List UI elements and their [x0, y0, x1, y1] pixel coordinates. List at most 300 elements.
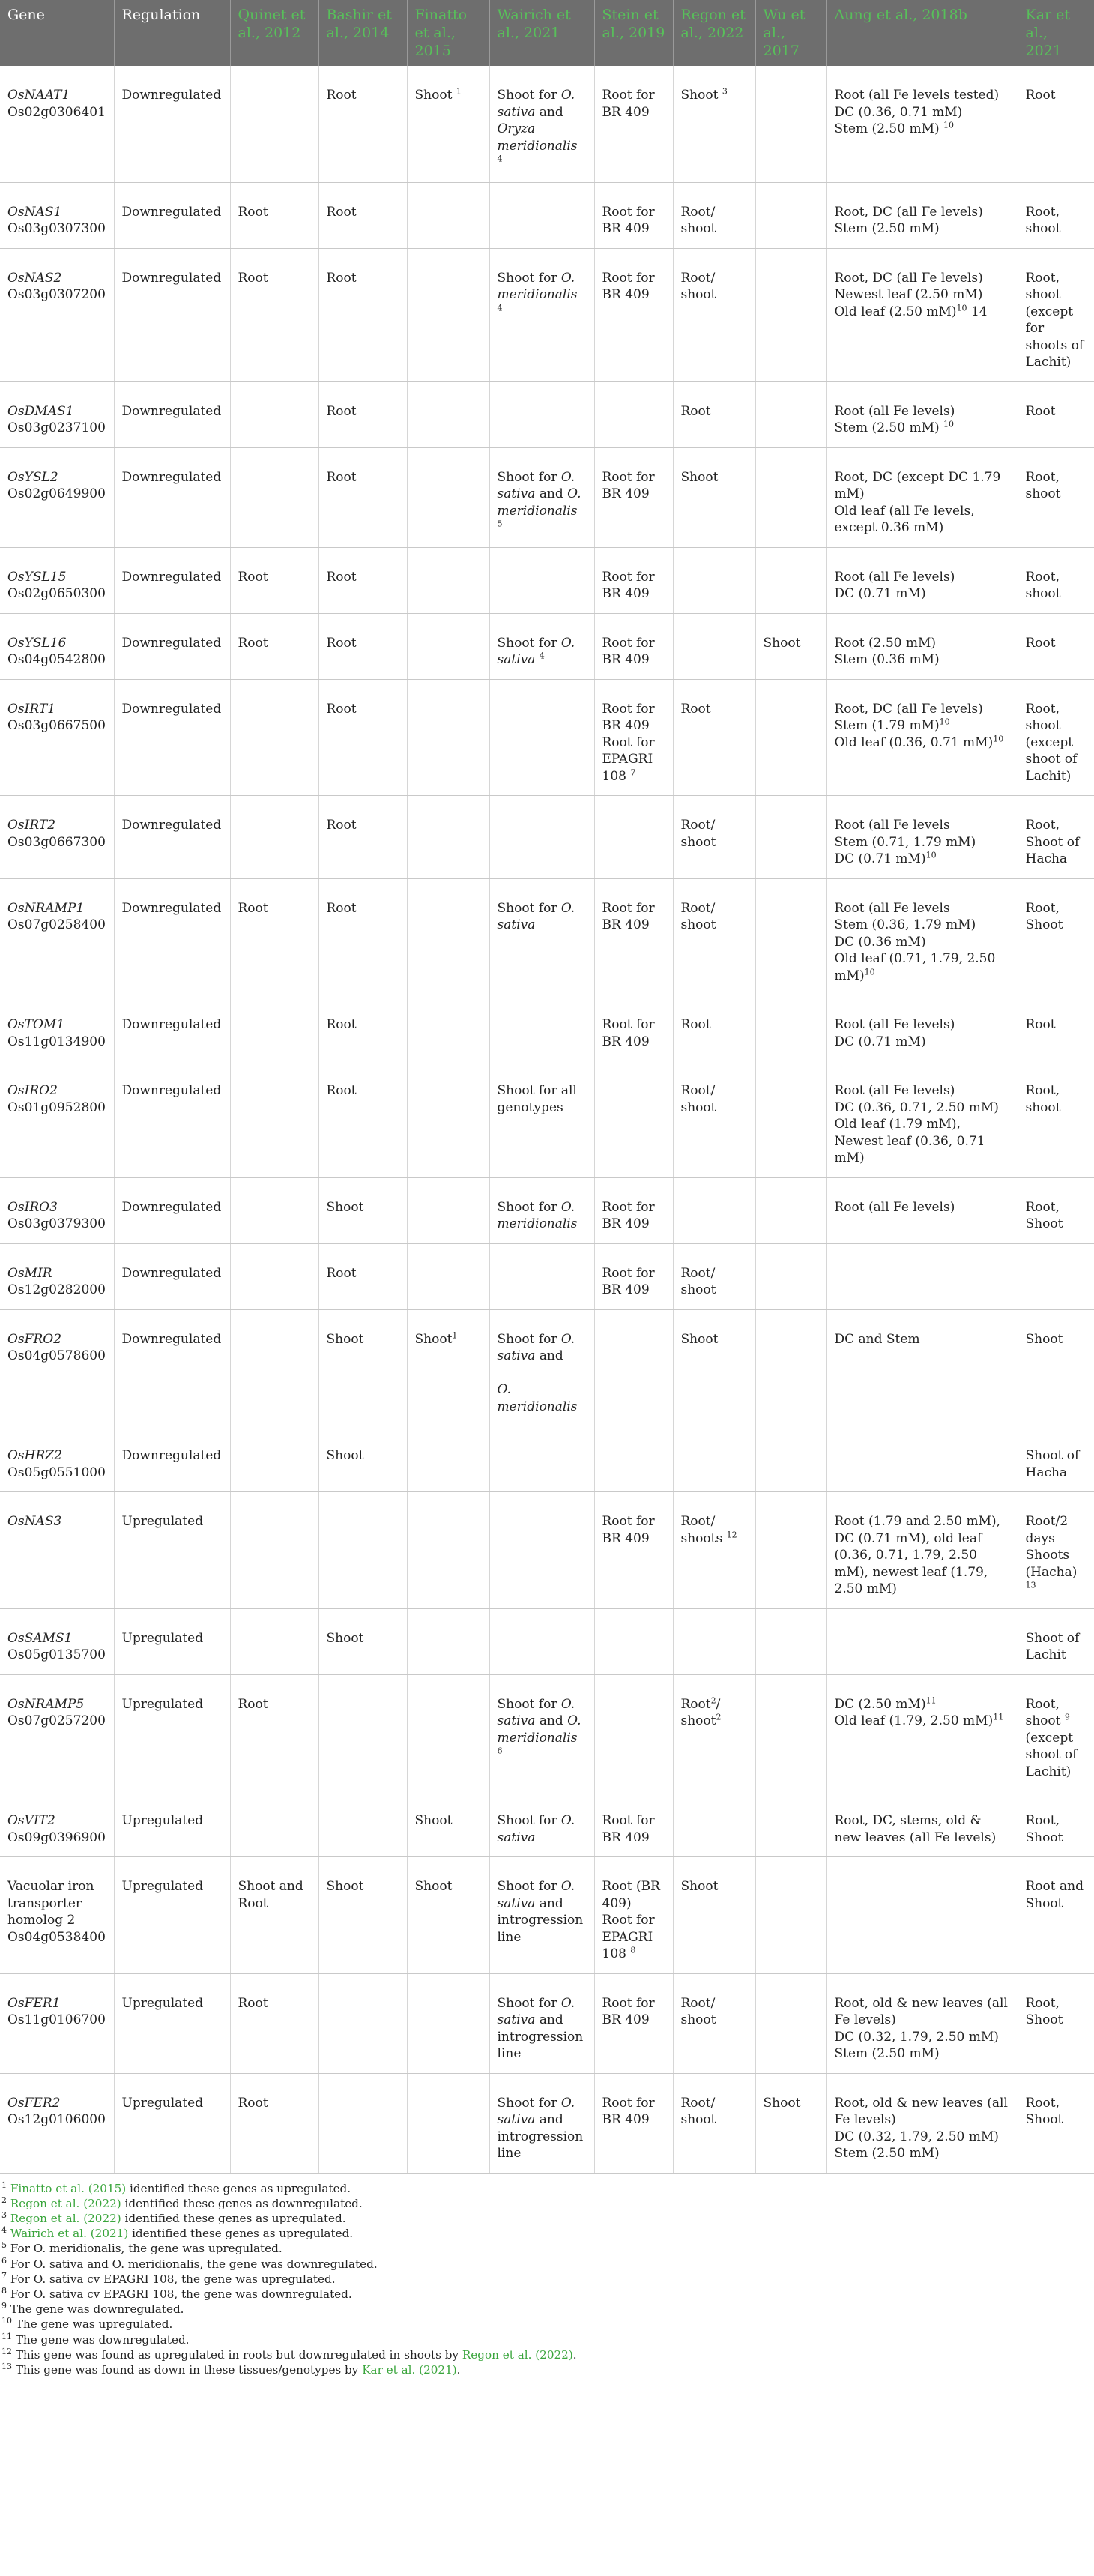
cell-text: Shoot	[1025, 1331, 1063, 1347]
wu-cell	[755, 1857, 826, 1974]
regulation-cell: Upregulated	[114, 1857, 230, 1974]
finatto-cell	[407, 613, 489, 679]
gene-cell	[0, 1674, 114, 1791]
finatto-cell	[407, 1674, 489, 1791]
kar-cell	[1018, 679, 1094, 796]
footnote-mark: 11	[925, 1695, 937, 1705]
aung-cell	[826, 796, 1018, 879]
finatto-cell	[407, 995, 489, 1061]
table-row	[0, 447, 1094, 547]
wu-cell	[755, 1492, 826, 1609]
quinet-cell	[230, 1973, 318, 2073]
cell-text: Shoot for all genotypes	[497, 1083, 577, 1115]
gene-name: OsDMAS1	[7, 403, 74, 419]
cell-text: Shoot	[763, 2095, 801, 2111]
cell-text: Root	[326, 204, 357, 220]
kar-cell	[1018, 1857, 1094, 1974]
footnote: $^4$ Wairich et al. (2021) identified these genes as upregulated.	[1, 2225, 354, 2241]
gene-name: OsIRT2	[7, 818, 56, 833]
gene-locus-id: Os03g0307300	[7, 221, 106, 236]
aung-cell	[826, 995, 1018, 1061]
quinet-cell	[230, 1309, 318, 1426]
gene-cell	[0, 1857, 114, 1974]
footnote-mark: 2	[716, 1712, 722, 1722]
footnote: $^8$ For O. sativa cv EPAGRI 108, the gene was downregulated.	[1, 2285, 352, 2301]
wu-cell	[755, 66, 826, 182]
kar-cell	[1018, 381, 1094, 447]
footnotes	[0, 2174, 1094, 2378]
bashir-cell	[318, 1857, 407, 1974]
regon-cell	[673, 547, 755, 613]
cell-text: Root, old & new leaves (all Fe levels)	[834, 2095, 1008, 2127]
footnote-mark: 10	[993, 733, 1004, 743]
cell-text: Shoot for O. meridionalis	[497, 1199, 578, 1231]
aung-cell	[826, 1492, 1018, 1609]
regon-cell	[673, 66, 755, 182]
footnote-number: 2	[1, 2195, 7, 2205]
wairich-cell	[489, 66, 594, 182]
cell-text: Stem (2.50 mM) $^{10}$	[834, 120, 955, 136]
wu-cell	[755, 1243, 826, 1309]
wu-cell	[755, 547, 826, 613]
bashir-cell	[318, 1061, 407, 1178]
regon-cell	[673, 248, 755, 381]
footnote-mark: 9	[1064, 1712, 1070, 1722]
cell-text: Root for BR 409	[602, 1995, 655, 2027]
gene-locus-id: Os01g0952800	[7, 1100, 106, 1115]
wu-cell	[755, 2073, 826, 2173]
table-row	[0, 248, 1094, 381]
footnote-mark: 2	[710, 1695, 716, 1705]
cell-text	[498, 1381, 587, 1415]
footnote: $^9$ The gene was downregulated.	[1, 2301, 184, 2317]
bashir-cell	[318, 1243, 407, 1309]
aung-cell	[826, 381, 1018, 447]
cell-text: Root (all Fe levels tested)	[834, 88, 1000, 103]
aung-cell	[826, 1309, 1018, 1426]
footnote: $^5$ For O. meridionalis, the gene was upregulated.	[1, 2240, 282, 2256]
cell-text: Root	[326, 88, 357, 103]
bashir-cell	[318, 248, 407, 381]
bashir-cell	[318, 1177, 407, 1243]
table-row	[0, 1857, 1094, 1974]
cell-text: Root	[326, 569, 357, 585]
quinet-cell	[230, 995, 318, 1061]
aung-cell	[826, 547, 1018, 613]
wairich-cell	[489, 679, 594, 796]
kar-cell	[1018, 613, 1094, 679]
bashir-cell	[318, 613, 407, 679]
finatto-cell	[407, 679, 489, 796]
cell-text: Root	[326, 635, 357, 651]
wairich-cell	[489, 1973, 594, 2073]
cell-text: Stem (0.36 mM)	[834, 652, 940, 667]
cell-text: DC (0.36 mM)	[834, 934, 926, 950]
citation-link[interactable]: Kar et al. (2021)	[362, 2362, 457, 2377]
cell-text: Old leaf (0.36, 0.71 mM)$^{10}$	[834, 733, 1004, 750]
aung-cell	[826, 1973, 1018, 2073]
bashir-cell	[318, 1791, 407, 1857]
table-row	[0, 613, 1094, 679]
footnote-number: 3	[1, 2209, 7, 2220]
cell-text: Root, old & new leaves (all Fe levels)	[834, 1995, 1008, 2027]
wairich-cell	[489, 1791, 594, 1857]
regon-cell	[673, 1061, 755, 1178]
cell-text: Shoot of Hacha	[1025, 1448, 1080, 1480]
table-row	[0, 796, 1094, 879]
cell-text: Root (all Fe levels)	[834, 403, 955, 419]
gene-locus-id: Os03g0307200	[7, 287, 106, 302]
cell-text: Root, shoot	[1025, 204, 1061, 236]
finatto-cell	[407, 1492, 489, 1609]
regon-cell	[673, 995, 755, 1061]
quinet-cell	[230, 2073, 318, 2173]
finatto-cell	[407, 1061, 489, 1178]
cell-text: Root for BR 409	[602, 701, 655, 733]
gene-locus-id: Os04g0578600	[7, 1348, 106, 1363]
footnote-mark: 6	[497, 1746, 503, 1756]
cell-text: Old leaf (2.50 mM)$^{10}$ 14	[834, 302, 988, 319]
cell-text: Stem (1.79 mM)$^{10}$	[834, 717, 950, 733]
citation-link[interactable]: Regon et al. (2022)	[10, 2196, 121, 2210]
cell-text: Root/ shoot	[680, 1083, 716, 1115]
wu-cell	[755, 182, 826, 248]
cell-text: Root for BR 409	[602, 635, 655, 667]
footnote-mark: 8	[630, 1945, 636, 1955]
cell-text: Shoot	[414, 1879, 453, 1894]
citation-link[interactable]: Regon et al. (2022)	[10, 2211, 121, 2225]
aung-cell	[826, 66, 1018, 182]
cell-text: Old leaf (0.71, 1.79, 2.50 mM)$^{10}$	[834, 951, 996, 983]
cell-text: Old leaf (1.79 mM),	[834, 1117, 961, 1132]
regulation-cell: Downregulated	[114, 679, 230, 796]
cell-text: Root	[1025, 403, 1056, 419]
bashir-cell	[318, 447, 407, 547]
cell-text: Root for BR 409	[602, 1514, 655, 1546]
table-row	[0, 995, 1094, 1061]
table-row	[0, 1791, 1094, 1857]
cell-text: Root (all Fe levels)	[834, 1199, 955, 1215]
finatto-cell	[407, 1426, 489, 1492]
stein-cell	[594, 447, 673, 547]
quinet-cell	[230, 878, 318, 995]
cell-text: Shoot	[326, 1448, 364, 1463]
stein-cell	[594, 878, 673, 995]
finatto-cell	[407, 1309, 489, 1426]
kar-cell	[1018, 995, 1094, 1061]
footnote-mark: 5	[497, 519, 503, 529]
cell-text: Root	[326, 1265, 357, 1281]
wu-cell	[755, 1791, 826, 1857]
wu-cell	[755, 1177, 826, 1243]
wairich-cell	[489, 248, 594, 381]
gene-locus-id: Os03g0667500	[7, 718, 106, 733]
gene-name: OsYSL15	[7, 569, 67, 585]
wu-cell	[755, 613, 826, 679]
table-row	[0, 1426, 1094, 1492]
gene-name: OsSAMS1	[7, 1630, 73, 1646]
cell-text	[498, 1365, 587, 1382]
column-header: Wu et al., 2017	[755, 0, 826, 66]
stein-cell	[594, 248, 673, 381]
wu-cell	[755, 1608, 826, 1674]
wairich-cell	[489, 1674, 594, 1791]
wairich-cell	[489, 381, 594, 447]
gene-name: OsNAS2	[7, 270, 62, 286]
kar-cell	[1018, 796, 1094, 879]
regulation-cell: Upregulated	[114, 1791, 230, 1857]
column-header: Stein et al., 2019	[594, 0, 673, 66]
gene-name: OsNRAMP5	[7, 1696, 85, 1712]
gene-locus-id: Os04g0538400	[7, 1929, 106, 1945]
gene-locus-id: Os02g0650300	[7, 586, 106, 601]
aung-cell	[826, 248, 1018, 381]
stein-cell	[594, 796, 673, 879]
stein-cell	[594, 381, 673, 447]
stein-cell	[594, 1243, 673, 1309]
italic-text: O. sativa	[497, 635, 575, 667]
kar-cell	[1018, 1309, 1094, 1426]
wairich-cell	[489, 2073, 594, 2173]
gene-locus-id: Os11g0106700	[7, 2012, 106, 2027]
stein-cell	[594, 1309, 673, 1426]
cell-text: Shoot	[326, 1331, 364, 1347]
cell-text: DC (0.71 mM)	[834, 586, 926, 601]
footnote-mark: 3	[722, 86, 728, 97]
wu-cell	[755, 1674, 826, 1791]
footnote-number: 4	[1, 2225, 7, 2236]
bashir-cell	[318, 1309, 407, 1426]
regon-cell	[673, 1857, 755, 1974]
cell-text: Stem (2.50 mM) $^{10}$	[834, 419, 955, 435]
cell-text: Root for BR 409	[602, 469, 655, 501]
cell-text: Root	[326, 1083, 357, 1098]
cell-text: Shoot$^1$	[414, 1330, 458, 1347]
table-row	[0, 381, 1094, 447]
footnote-mark: 4	[497, 302, 503, 313]
regon-cell	[673, 1608, 755, 1674]
gene-cell	[0, 1061, 114, 1178]
quinet-cell	[230, 66, 318, 182]
quinet-cell	[230, 1061, 318, 1178]
bashir-cell	[318, 796, 407, 879]
kar-cell	[1018, 66, 1094, 182]
wu-cell	[755, 447, 826, 547]
finatto-cell	[407, 1973, 489, 2073]
regulation-cell: Downregulated	[114, 182, 230, 248]
cell-text: Root, Shoot	[1025, 2095, 1063, 2127]
finatto-cell	[407, 1608, 489, 1674]
gene-name: OsIRO2	[7, 1083, 58, 1098]
cell-text: DC (0.32, 1.79, 2.50 mM)	[834, 2029, 999, 2045]
gene-name: OsNRAMP1	[7, 900, 85, 916]
regon-cell	[673, 1177, 755, 1243]
table-row	[0, 182, 1094, 248]
gene-cell	[0, 182, 114, 248]
gene-name: OsNAAT1	[7, 88, 70, 103]
cell-text: DC (0.36, 0.71 mM)	[834, 104, 963, 120]
cell-text: Root, DC (all Fe levels)	[834, 204, 983, 220]
gene-cell	[0, 995, 114, 1061]
footnote: $^6$ For O. sativa and O. meridionalis, the gene was downregulated.	[1, 2255, 378, 2271]
stein-cell	[594, 679, 673, 796]
quinet-cell	[230, 1426, 318, 1492]
footnote-mark: 7	[630, 767, 636, 777]
cell-text: Shoot	[680, 1879, 719, 1894]
wairich-cell	[489, 1177, 594, 1243]
finatto-cell	[407, 66, 489, 182]
cell-text: Root	[326, 270, 357, 286]
stein-cell	[594, 1674, 673, 1791]
quinet-cell	[230, 1674, 318, 1791]
cell-text: Shoot for O. sativa	[497, 1813, 575, 1845]
cell-text: Root	[238, 270, 268, 286]
table-row	[0, 878, 1094, 995]
cell-text: Shoot	[326, 1199, 364, 1215]
wairich-cell	[489, 995, 594, 1061]
cell-text: Stem (2.50 mM)	[834, 221, 940, 236]
cell-text: Root/ shoot	[680, 2095, 716, 2127]
wu-cell	[755, 1426, 826, 1492]
kar-cell	[1018, 1791, 1094, 1857]
gene-cell	[0, 1426, 114, 1492]
column-header: Regulation	[114, 0, 230, 66]
kar-cell	[1018, 447, 1094, 547]
wu-cell	[755, 679, 826, 796]
gene-name: OsFER2	[7, 2095, 61, 2111]
aung-cell	[826, 1426, 1018, 1492]
wairich-cell	[489, 547, 594, 613]
footnote-mark: 10	[939, 717, 950, 727]
citation-link[interactable]: Wairich et al. (2021)	[10, 2227, 129, 2241]
quinet-cell	[230, 1608, 318, 1674]
column-header: Kar et al., 2021	[1018, 0, 1094, 66]
cell-text: Root	[238, 900, 268, 916]
citation-link[interactable]: Finatto et al. (2015)	[10, 2181, 127, 2195]
kar-cell	[1018, 1177, 1094, 1243]
gene-locus-id: Os02g0306401	[7, 104, 106, 120]
cell-text: Root/ shoot	[680, 204, 716, 236]
wu-cell	[755, 248, 826, 381]
cell-text: Shoot for O. sativa $^4$	[497, 635, 575, 667]
cell-text: Root	[1025, 1017, 1056, 1032]
kar-cell	[1018, 1674, 1094, 1791]
footnote-number: 7	[1, 2270, 7, 2281]
wairich-cell	[489, 1243, 594, 1309]
cell-text: Root	[238, 569, 268, 585]
table-row	[0, 1973, 1094, 2073]
cell-text: Root, Shoot	[1025, 1813, 1063, 1845]
footnote-number: 5	[1, 2240, 7, 2251]
column-header: Quinet et al., 2012	[230, 0, 318, 66]
wairich-cell	[489, 1857, 594, 1974]
cell-text: DC (0.36, 0.71, 2.50 mM)	[834, 1100, 999, 1115]
cell-text: Root, Shoot	[1025, 900, 1063, 932]
wairich-cell	[489, 447, 594, 547]
cell-text: Root, DC (except DC 1.79 mM)	[834, 469, 1001, 501]
cell-text: Root (all Fe levels	[834, 818, 950, 833]
regulation-cell: Downregulated	[114, 1426, 230, 1492]
gene-locus-id: Os04g0542800	[7, 652, 106, 667]
cell-text: Newest leaf (0.36, 0.71 mM)	[834, 1133, 985, 1165]
cell-text: Root	[326, 818, 357, 833]
italic-text: O. sativa	[497, 2095, 575, 2127]
quinet-cell	[230, 679, 318, 796]
cell-text: DC (0.71 mM)$^{10}$	[834, 850, 937, 866]
cell-text: Root, Shoot	[1025, 1199, 1063, 1231]
finatto-cell	[407, 447, 489, 547]
wairich-cell	[489, 1492, 594, 1609]
cell-text: Root$^2$/ shoot$^2$	[680, 1695, 722, 1728]
cell-text: Root	[326, 900, 357, 916]
footnote: $^{12}$ This gene was found as upregulated in roots but downregulated in shoots by Regon et al. (2022).	[1, 2346, 577, 2362]
cell-text: Root	[238, 635, 268, 651]
cell-text: Root	[1025, 635, 1056, 651]
finatto-cell	[407, 1857, 489, 1974]
wu-cell	[755, 796, 826, 879]
gene-cell	[0, 2073, 114, 2173]
table-row	[0, 1492, 1094, 1609]
regulation-cell: Downregulated	[114, 613, 230, 679]
gene-cell	[0, 796, 114, 879]
cell-text: Root for EPAGRI 108 $^7$	[602, 735, 655, 784]
wairich-cell	[489, 1426, 594, 1492]
aung-cell	[826, 1791, 1018, 1857]
table-row	[0, 2073, 1094, 2173]
citation-link[interactable]: Regon et al. (2022)	[462, 2347, 573, 2362]
wu-cell	[755, 878, 826, 995]
column-header: Aung et al., 2018b	[826, 0, 1018, 66]
footnote-mark: 10	[925, 850, 937, 860]
cell-text: Root, DC (all Fe levels)	[834, 701, 983, 717]
regulation-cell: Downregulated	[114, 381, 230, 447]
table-row	[0, 1243, 1094, 1309]
regulation-cell: Upregulated	[114, 1674, 230, 1791]
cell-text: Shoot for O. sativa and Oryza meridionalis $^4$	[497, 88, 578, 164]
gene-name: OsYSL16	[7, 635, 67, 651]
column-header: Bashir et al., 2014	[318, 0, 407, 66]
stein-cell	[594, 1857, 673, 1974]
finatto-cell	[407, 2073, 489, 2173]
cell-text: Root, DC (all Fe levels)	[834, 270, 983, 286]
cell-text: Shoot and Root	[238, 1879, 303, 1911]
regulation-cell: Downregulated	[114, 547, 230, 613]
bashir-cell	[318, 547, 407, 613]
cell-text: Old leaf (all Fe levels, except 0.36 mM)	[834, 503, 975, 535]
stein-cell	[594, 1791, 673, 1857]
bashir-cell	[318, 66, 407, 182]
wairich-cell	[489, 1309, 594, 1426]
cell-text: Root (all Fe levels	[834, 900, 950, 916]
cell-text: Root and Shoot	[1025, 1879, 1084, 1911]
wairich-cell	[489, 1608, 594, 1674]
regon-cell	[673, 381, 755, 447]
cell-text: Root for BR 409	[602, 1017, 655, 1049]
cell-text: DC (2.50 mM)$^{11}$	[834, 1695, 937, 1712]
cell-text: Stem (2.50 mM)	[834, 2146, 940, 2161]
footnote: $^1$ Finatto et al. (2015) identified these genes as upregulated.	[1, 2180, 351, 2195]
cell-text: Root/2 days Shoots (Hacha) $^{13}$	[1025, 1514, 1078, 1590]
column-header: Gene	[0, 0, 114, 66]
stein-cell	[594, 1492, 673, 1609]
footnote-mark: 4	[539, 651, 545, 661]
footnote-number: 1	[1, 2180, 7, 2190]
italic-text: O. meridionalis	[497, 270, 578, 302]
footnote-number: 8	[1, 2285, 7, 2296]
gene-cell	[0, 1177, 114, 1243]
cell-text: Shoot	[763, 635, 801, 651]
table-row	[0, 1177, 1094, 1243]
